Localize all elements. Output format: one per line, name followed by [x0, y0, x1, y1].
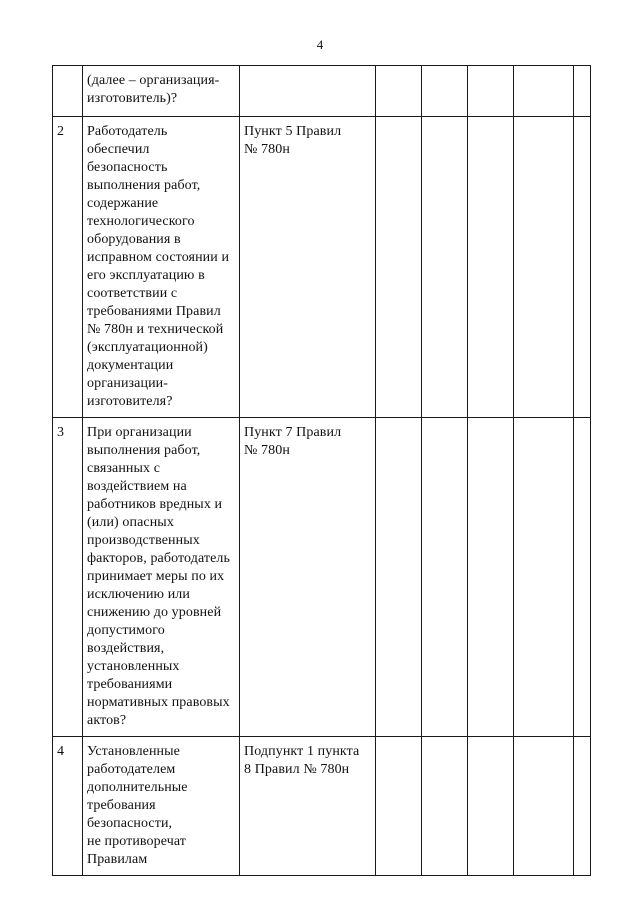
answer-na-cell: [468, 418, 514, 737]
answer-na-cell: [468, 117, 514, 418]
answer-na-cell: [468, 737, 514, 876]
checklist-table: [52, 65, 591, 876]
answer-no-cell: [422, 418, 468, 737]
question-text: При организации выполнения работ, связанных с воздействием на работников вредных и (или) опасных производственных факторов, работодатель принимает меры по их исключению или снижению до уровней допустимого воздействия, установленных требованиями нормативных правовых актов?: [87, 425, 231, 728]
reference-cell: [240, 66, 376, 117]
row-number-cell: [53, 66, 83, 117]
question-text: Установленные работодателем дополнительные требования безопасности, не противоречат Правилам: [87, 744, 188, 867]
table-row: [53, 418, 591, 737]
row-number-cell: [53, 418, 83, 737]
row-number: 2: [57, 124, 65, 139]
note-cell: [514, 66, 574, 117]
row-number-cell: [53, 117, 83, 418]
answer-na-cell: [468, 66, 514, 117]
row-number-cell: [53, 737, 83, 876]
answer-no-cell: [422, 737, 468, 876]
extra-cell: [574, 737, 591, 876]
answer-yes-cell: [376, 117, 422, 418]
reference-cell: [240, 117, 376, 418]
table-row: [53, 117, 591, 418]
answer-yes-cell: [376, 418, 422, 737]
answer-yes-cell: [376, 737, 422, 876]
note-cell: [514, 117, 574, 418]
question-cell: [83, 418, 240, 737]
extra-cell: [574, 117, 591, 418]
answer-yes-cell: [376, 66, 422, 117]
reference-text: Пункт 5 Правил № 780н: [244, 124, 342, 157]
reference-cell: [240, 418, 376, 737]
table-row: [53, 66, 591, 117]
row-number: 3: [57, 425, 65, 440]
question-cell: [83, 117, 240, 418]
question-text: Работодатель обеспечил безопасность выполнения работ, содержание технологического оборудования в исправном состоянии и его эксплуатацию в соответствии с требованиями Правил № 780н и технической (эксплуатационной) документации организации- изготовителя?: [87, 124, 230, 409]
note-cell: [514, 737, 574, 876]
question-cell: [83, 66, 240, 117]
answer-no-cell: [422, 117, 468, 418]
reference-text: Подпункт 1 пункта 8 Правил № 780н: [244, 744, 360, 777]
reference-cell: [240, 737, 376, 876]
table-row: [53, 737, 591, 876]
reference-text: Пункт 7 Правил № 780н: [244, 425, 342, 458]
question-cell: [83, 737, 240, 876]
row-number: 4: [57, 744, 65, 759]
extra-cell: [574, 418, 591, 737]
extra-cell: [574, 66, 591, 117]
answer-no-cell: [422, 66, 468, 117]
question-text: (далее – организация- изготовитель)?: [87, 73, 220, 106]
note-cell: [514, 418, 574, 737]
page-number: 4: [316, 37, 324, 52]
